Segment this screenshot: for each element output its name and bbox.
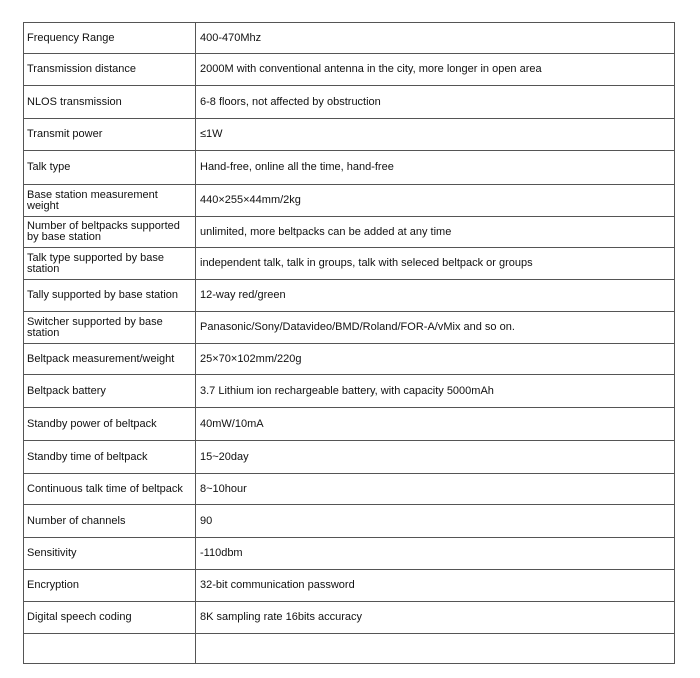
table-row	[24, 441, 675, 474]
empty-row	[24, 634, 675, 664]
table-row	[24, 217, 675, 248]
table-row	[24, 375, 675, 408]
spec-label: Transmission distance	[24, 54, 196, 86]
spec-label: Beltpack measurement/weight	[24, 344, 196, 375]
spec-label: Transmit power	[24, 119, 196, 151]
spec-value: 3.7 Lithium ion rechargeable battery, with capacity 5000mAh	[196, 375, 675, 408]
table-row	[24, 602, 675, 634]
table-row	[24, 151, 675, 185]
spec-value: 8~10hour	[196, 474, 675, 505]
spec-label: Talk type	[24, 151, 196, 185]
table-row	[24, 344, 675, 375]
spec-label: Tally supported by base station	[24, 280, 196, 312]
table-row	[24, 280, 675, 312]
empty-cell	[196, 634, 675, 664]
spec-label: Frequency Range	[24, 23, 196, 54]
spec-value: 2000M with conventional antenna in the city, more longer in open area	[196, 54, 675, 86]
spec-label: Switcher supported by base station	[24, 312, 196, 344]
spec-value: independent talk, talk in groups, talk with seleced beltpack or groups	[196, 248, 675, 280]
spec-value: 25×70×102mm/220g	[196, 344, 675, 375]
spec-value: Hand-free, online all the time, hand-free	[196, 151, 675, 185]
spec-value: Panasonic/Sony/Datavideo/BMD/Roland/FOR-A/vMix and so on.	[196, 312, 675, 344]
spec-label: Digital speech coding	[24, 602, 196, 634]
spec-label: Talk type supported by base station	[24, 248, 196, 280]
spec-value: 400-470Mhz	[196, 23, 675, 54]
spec-value: 15~20day	[196, 441, 675, 474]
table-row	[24, 23, 675, 54]
table-row	[24, 474, 675, 505]
spec-value: -110dbm	[196, 538, 675, 570]
spec-value: 40mW/10mA	[196, 408, 675, 441]
table-row	[24, 86, 675, 119]
table-row	[24, 505, 675, 538]
spec-value: 12-way red/green	[196, 280, 675, 312]
spec-label: Standby time of beltpack	[24, 441, 196, 474]
spec-label: Continuous talk time of beltpack	[24, 474, 196, 505]
table-row	[24, 312, 675, 344]
table-row	[24, 408, 675, 441]
spec-label: Beltpack battery	[24, 375, 196, 408]
spec-label: Standby power of beltpack	[24, 408, 196, 441]
table-row	[24, 538, 675, 570]
spec-label: Encryption	[24, 570, 196, 602]
spec-label: Base station measurement weight	[24, 185, 196, 217]
spec-value: 6-8 floors, not affected by obstruction	[196, 86, 675, 119]
table-row	[24, 119, 675, 151]
spec-value: unlimited, more beltpacks can be added at any time	[196, 217, 675, 248]
table-row	[24, 248, 675, 280]
table-row	[24, 185, 675, 217]
spec-value: 32-bit communication password	[196, 570, 675, 602]
spec-value: 440×255×44mm/2kg	[196, 185, 675, 217]
spec-value: 90	[196, 505, 675, 538]
empty-cell	[24, 634, 196, 664]
table-row	[24, 570, 675, 602]
spec-value: 8K sampling rate 16bits accuracy	[196, 602, 675, 634]
spec-label: NLOS transmission	[24, 86, 196, 119]
spec-label: Number of beltpacks supported by base station	[24, 217, 196, 248]
table-row	[24, 54, 675, 86]
spec-value: ≤1W	[196, 119, 675, 151]
spec-label: Number of channels	[24, 505, 196, 538]
spec-table	[23, 22, 675, 664]
spec-label: Sensitivity	[24, 538, 196, 570]
